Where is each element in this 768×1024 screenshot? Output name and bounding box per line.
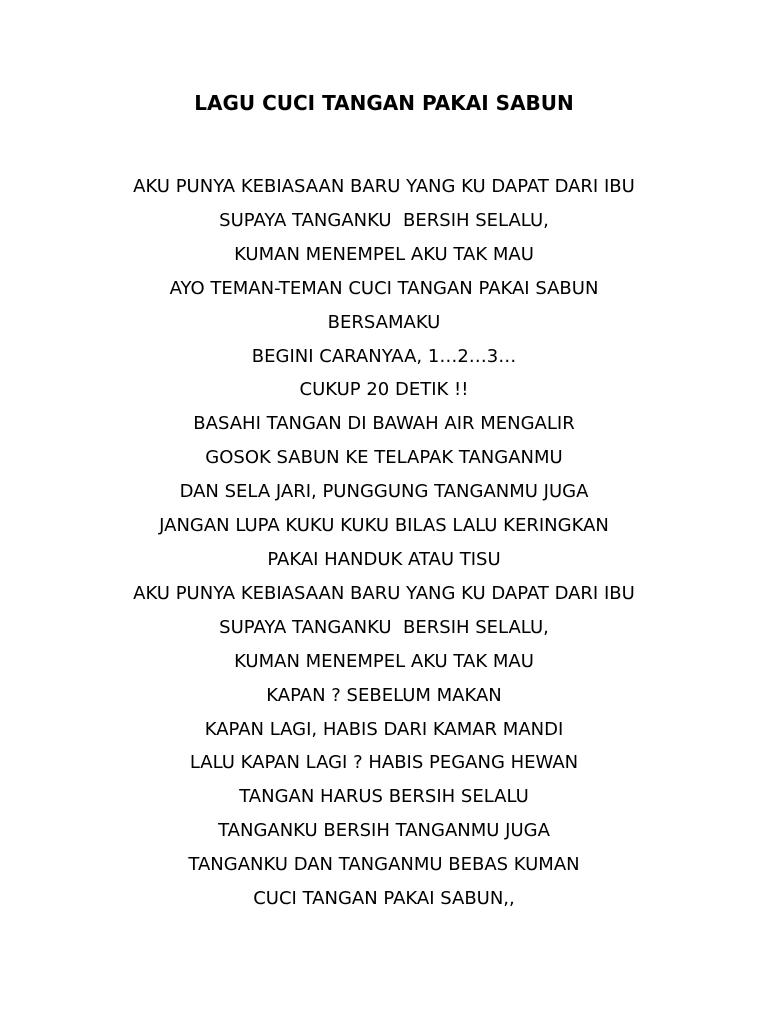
lyric-line: CUCI TANGAN PAKAI SABUN,, xyxy=(253,888,515,910)
lyric-line: AKU PUNYA KEBIASAAN BARU YANG KU DAPAT DARI IBU xyxy=(133,582,635,604)
lyric-line: BERSAMAKU xyxy=(327,311,441,333)
lyric-line: DAN SELA JARI, PUNGGUNG TANGANMU JUGA xyxy=(179,481,589,503)
lyric-line: BEGINI CARANYAA, 1…2…3… xyxy=(251,345,517,367)
lyric-line: CUKUP 20 DETIK !! xyxy=(299,379,469,401)
lyric-line: TANGANKU BERSIH TANGANMU JUGA xyxy=(218,820,550,842)
lyric-line: JANGAN LUPA KUKU KUKU BILAS LALU KERINGKAN xyxy=(159,515,609,537)
lyric-line: AYO TEMAN-TEMAN CUCI TANGAN PAKAI SABUN xyxy=(169,277,599,299)
lyric-line: KUMAN MENEMPEL AKU TAK MAU xyxy=(234,650,534,672)
lyric-line: LALU KAPAN LAGI ? HABIS PEGANG HEWAN xyxy=(189,752,579,774)
lyric-line: PAKAI HANDUK ATAU TISU xyxy=(267,548,501,570)
lyric-line: KAPAN ? SEBELUM MAKAN xyxy=(266,684,502,706)
lyric-line: SUPAYA TANGANKU BERSIH SELALU, xyxy=(219,616,549,638)
lyric-line: AKU PUNYA KEBIASAAN BARU YANG KU DAPAT DARI IBU xyxy=(133,176,635,197)
lyric-line: TANGAN HARUS BERSIH SELALU xyxy=(239,786,529,808)
lyric-line: SUPAYA TANGANKU BERSIH SELALU, xyxy=(219,209,549,231)
lyric-line: BASAHI TANGAN DI BAWAH AIR MENGALIR xyxy=(193,413,575,435)
song-lyrics xyxy=(0,170,768,916)
lyric-line: KUMAN MENEMPEL AKU TAK MAU xyxy=(234,243,534,265)
document-title: LAGU CUCI TANGAN PAKAI SABUN xyxy=(194,91,574,115)
lyric-line: GOSOK SABUN KE TELAPAK TANGANMU xyxy=(205,447,563,469)
lyric-line: TANGANKU DAN TANGANMU BEBAS KUMAN xyxy=(188,854,580,876)
lyric-line: KAPAN LAGI, HABIS DARI KAMAR MANDI xyxy=(204,718,564,740)
